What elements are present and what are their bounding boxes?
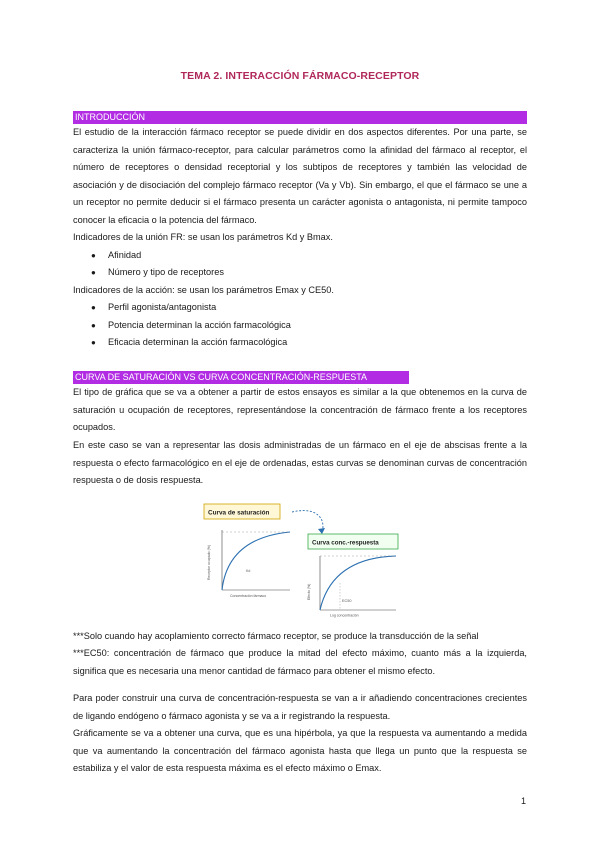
- list-item: ● Número y tipo de receptores: [91, 264, 224, 282]
- transition-arrow: [292, 511, 323, 532]
- list-item: ● Potencia determinan la acción farmacológica: [91, 317, 291, 335]
- section-heading-curvas: CURVA DE SATURACIÓN VS CURVA CONCENTRACIÓN-RESPUESTA: [73, 371, 409, 384]
- response-curve: [320, 556, 396, 610]
- response-ylabel: Efecto (%): [307, 583, 311, 600]
- bullet-icon: ●: [91, 268, 96, 277]
- page-number: 1: [520, 796, 526, 806]
- response-xlabel: Log concentración: [330, 613, 359, 618]
- page-title: TEMA 2. INTERACCIÓN FÁRMACO-RECEPTOR: [180, 70, 420, 82]
- dose-response-paragraph: En este caso se van a representar las dosis administradas de un fármaco en el eje de abscisas frente a la respuesta o efecto farmacológico en el eje de ordenadas, estas curvas se denominan curvas de concentración respuesta o de dosis respuesta.: [73, 440, 527, 486]
- arrow-head-icon: [318, 528, 325, 534]
- curves-figure: [200, 498, 400, 618]
- section-heading-introduccion: INTRODUCCIÓN: [73, 111, 527, 124]
- hyperbola-paragraph: Gráficamente se va a obtener una curva, que es una hipérbola, ya que la respuesta va aumentando a medida que va aumentando la concentración del fármaco agonista hasta que llega un punto que la respuesta se estabiliza y el valor de esta respuesta máxima es el efecto máximo o Emax.: [73, 728, 527, 774]
- saturation-paragraph: El tipo de gráfica que se va a obtener a partir de estos ensayos es similar a la que obtenemos en la curva de saturación u ocupación de receptores, representándose la concentración de fármaco frente a los receptores ocupados.: [73, 387, 527, 433]
- bullet-icon: ●: [91, 338, 96, 347]
- response-ec50-label: EC50: [342, 599, 352, 603]
- list-item: ● Afinidad: [91, 247, 141, 265]
- concentration-label: Curva conc.-respuesta: [312, 539, 379, 547]
- bullet-icon: ●: [91, 251, 96, 260]
- saturation-kd-label: Kd: [246, 569, 251, 573]
- list-item: ● Eficacia determinan la acción farmacológica: [91, 334, 287, 352]
- saturation-ylabel: Receptor ocupado (%): [207, 544, 211, 580]
- note-signal-transduction: ***Solo cuando hay acoplamiento correcto fármaco receptor, se produce la transducción de la señal: [73, 631, 479, 641]
- saturation-label: Curva de saturación: [208, 509, 270, 517]
- union-indicators-intro: Indicadores de la unión FR: se usan los parámetros Kd y Bmax.: [73, 232, 333, 242]
- saturation-xlabel: Concentración fármaco: [230, 594, 267, 598]
- intro-paragraph: El estudio de la interacción fármaco receptor se puede dividir en dos aspectos diferentes. Por una parte, se caracteriza la unión fármaco-receptor, para calcular parámetros como la afinidad del fármaco al receptor, el número de receptores o densidad receptorial y los subtipos de receptores y también las velocidad de asociación y de disociación del complejo fármaco receptor (Va y Vb). Sin embargo, el que el fármaco se une a un receptor no permite deducir si el fármaco presenta un carácter agonista o antagonista, ni permite tampoco conocer la eficacia o la potencia del fármaco.: [73, 127, 527, 225]
- bullet-icon: ●: [91, 321, 96, 330]
- note-ec50: ***EC50: concentración de fármaco que produce la mitad del efecto máximo, cuanto más a la izquierda, significa que es necesaria una menor cantidad de fármaco para obtener el mismo efecto.: [73, 648, 527, 676]
- action-indicators-intro: Indicadores de la acción: se usan los parámetros Emax y CE50.: [73, 285, 334, 295]
- saturation-curve: [222, 532, 290, 590]
- list-item: ● Perfil agonista/antagonista: [91, 299, 216, 317]
- bullet-icon: ●: [91, 303, 96, 312]
- construction-paragraph: Para poder construir una curva de concentración-respuesta se van a ir añadiendo concentraciones crecientes de ligando endógeno o fármaco agonista y se va a ir registrando la respuesta.: [73, 693, 527, 721]
